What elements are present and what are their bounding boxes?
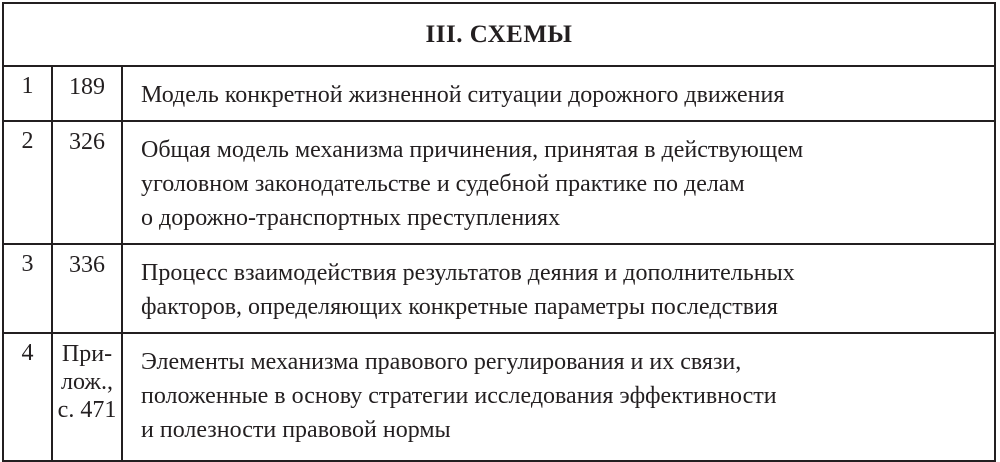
description-line: и полезности правовой нормы: [141, 417, 451, 443]
page-reference-line: 336: [69, 252, 105, 278]
title-row: [3, 3, 995, 66]
description-line: факторов, определяющих конкретные параметры последствия: [141, 294, 778, 320]
schemes-table: [2, 2, 996, 462]
description-line: о дорожно-транспортных преступлениях: [141, 205, 561, 231]
row-number: 1: [3, 66, 52, 121]
section-title: III. СХЕМЫ: [3, 3, 995, 66]
description-line: уголовном законодательстве и судебной практике по делам: [141, 171, 745, 197]
description-line: положенные в основу стратегии исследования эффективности: [141, 383, 777, 409]
row-number: 4: [3, 333, 52, 461]
page-reference: [52, 121, 122, 244]
scheme-description: [122, 66, 995, 121]
row-number: 2: [3, 121, 52, 244]
description-line: Процесс взаимодействия результатов деяния и дополнительных: [141, 260, 795, 286]
page-reference: [52, 244, 122, 333]
description-line: Модель конкретной жизненной ситуации дорожного движения: [141, 82, 785, 108]
scheme-description: [122, 121, 995, 244]
row-number: 3: [3, 244, 52, 333]
table-row: [3, 66, 995, 121]
table-row: [3, 121, 995, 244]
table-row: [3, 333, 995, 461]
description-line: Общая модель механизма причинения, принятая в действующем: [141, 137, 804, 163]
page-reference: [52, 333, 122, 461]
description-line: Элементы механизма правового регулирования и их связи,: [141, 349, 742, 375]
scheme-description: [122, 333, 995, 461]
page-reference-line: 189: [69, 74, 105, 100]
page-reference-line: 326: [69, 129, 105, 155]
page-reference-line: При-: [61, 341, 113, 367]
page-reference: [52, 66, 122, 121]
page-reference-line: с. 471: [57, 397, 117, 423]
table-row: [3, 244, 995, 333]
scheme-description: [122, 244, 995, 333]
page-reference-line: лож.,: [61, 369, 113, 395]
